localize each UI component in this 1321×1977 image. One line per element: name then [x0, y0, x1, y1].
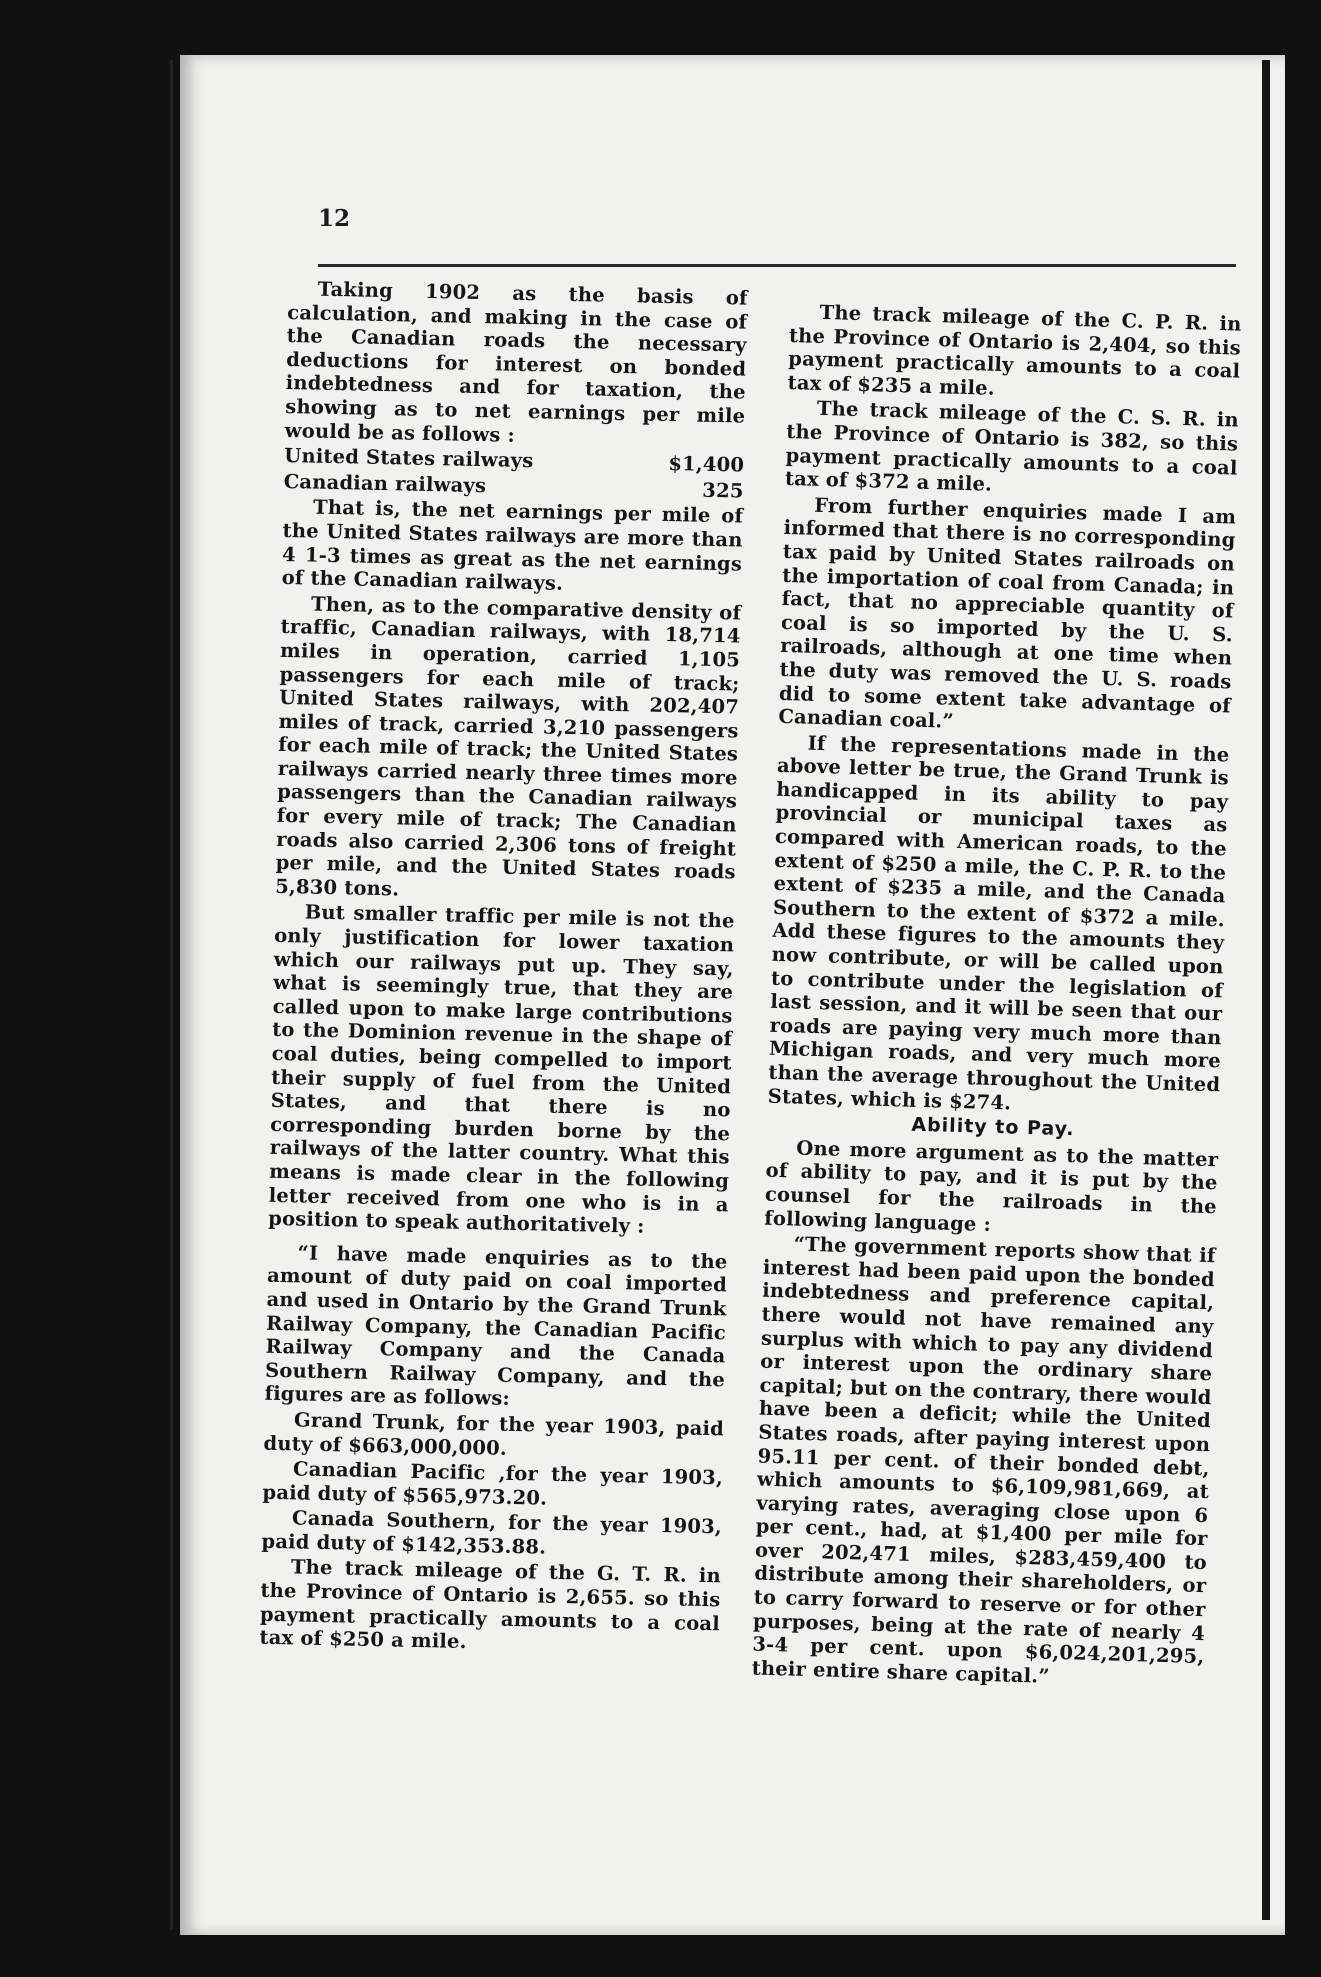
paragraph: One more argument as to the matter of ability to pay, and it is put by the counsel for the railroads in the following language :	[764, 1136, 1219, 1236]
paragraph: Canada Southern, for the year 1903, paid duty of $142,353.88.	[261, 1506, 723, 1559]
paragraph: Grand Trunk, for the year 1903, paid duty of $663,000,000.	[263, 1408, 725, 1460]
right-column	[751, 300, 1241, 1695]
quote-paragraph: “The government reports show that if interest had been paid upon the bonded indebtedness and preference capital, there would not have remained any surplus with which to pay any dividend or interest upon the ordinary share capital; but on the contrary, there would have been a deficit; while the United States roads, after paying interest upon 95.11 per cent. of their bonded debt, which amounts to $6,109,981,669, at varying rates, averaging close upon 6 per cent., had, at $1,400 per mile for over 202,471 miles, $283,459,400 to distribute among their shareholders, or to carry forward to reserve or for other purposes, being at the rate of nearly 4 3-4 per cent. upon $6,024,201,295, their entire share capital.”	[751, 1232, 1216, 1688]
paragraph: That is, the net earnings per mile of the United States railways are more than 4 1-3 times as great as the net earnings of the Canadian railways.	[281, 495, 744, 595]
earnings-value: 325	[702, 478, 744, 503]
paragraph: The track mileage of the C. S. R. in the Province of Ontario is 382, so this payment practically amounts to a coal tax of $372 a mile.	[784, 397, 1240, 496]
paragraph: If the representations made in the above letter be true, the Grand Trunk is handicapped in its ability to pay provincial or municipal taxes as compared with American roads, to the extent of $250 a mile, the C. P. R. to the extent of $235 a mile, and the Canada Southern to the extent of $372 a mile. Add these figures to the amounts they now contribute, or will be called upon to contribute under the legislation of last session, and it will be seen that our roads are paying very much more than Michigan roads, and very much more than the average throughout the United States, which is $274.	[767, 731, 1230, 1115]
earnings-value: $1,400	[668, 452, 745, 477]
header-rule	[318, 264, 1236, 267]
section-heading: Ability to Pay.	[911, 1113, 1075, 1141]
paragraph: Canadian Pacific ,for the year 1903, paid duty of $565,973.20.	[262, 1457, 724, 1510]
earnings-label: Canadian railways	[283, 469, 487, 497]
paragraph: From further enquiries made I am informed that there is no corresponding tax paid by United States railroads on the importation of coal from Canada; in fact, that no appreciable quantity of coal is so imported by the U. S. railroads, although at one time when the duty was removed the U. S. roads did to some extent take advantage of Canadian coal.”	[778, 493, 1237, 733]
paragraph: But smaller traffic per mile is not the only justification for lower taxation which our railways put up. They say, what is seemingly true, that they are called upon to make large contributions to the Dominion revenue in the shape of coal duties, being compelled to import their supply of fuel from the United States, and that there is no corresponding burden borne by the railways of the latter country. What this means is made clear in the following letter received from one who is in a position to speak authoritatively :	[268, 900, 735, 1238]
paragraph: Taking 1902 as the basis of calculation, and making in the case of the Canadian roads the necessary deductions for interest on bonded indebtedness and for taxation, the showing as to net earnings per mile would be as follows :	[284, 277, 748, 447]
page-right-border	[1262, 60, 1270, 1920]
earnings-label: United States railways	[284, 444, 534, 473]
quote-paragraph: “I have made enquiries as to the amount of duty paid on coal imported and used in Ontario by the Grand Trunk Railway Company, the Canadian Pacific Railway Company and the Canada Southern Railway Company, and the figures are as follows:	[264, 1241, 728, 1411]
page-number: 12	[318, 205, 351, 232]
paragraph: The track mileage of the C. P. R. in the Province of Ontario is 2,404, so this payment practically amounts to a coal tax of $235 a mile.	[787, 300, 1242, 400]
left-column	[259, 277, 748, 1661]
paragraph: The track mileage of the G. T. R. in the Province of Ontario is 2,655. so this payment practically amounts to a coal tax of $250 a mile.	[259, 1555, 722, 1654]
paragraph: Then, as to the comparative density of traffic, Canadian railways, with 18,714 miles in operation, carried 1,105 passengers for each mile of track; United States railways, with 202,407 miles of track, carried 3,210 passengers for each mile of track; the United States railways carried nearly three times more passengers than the Canadian railways for every mile of track; The Canadian roads also carried 2,306 tons of freight per mile, and the United States roads 5,830 tons.	[274, 592, 742, 901]
